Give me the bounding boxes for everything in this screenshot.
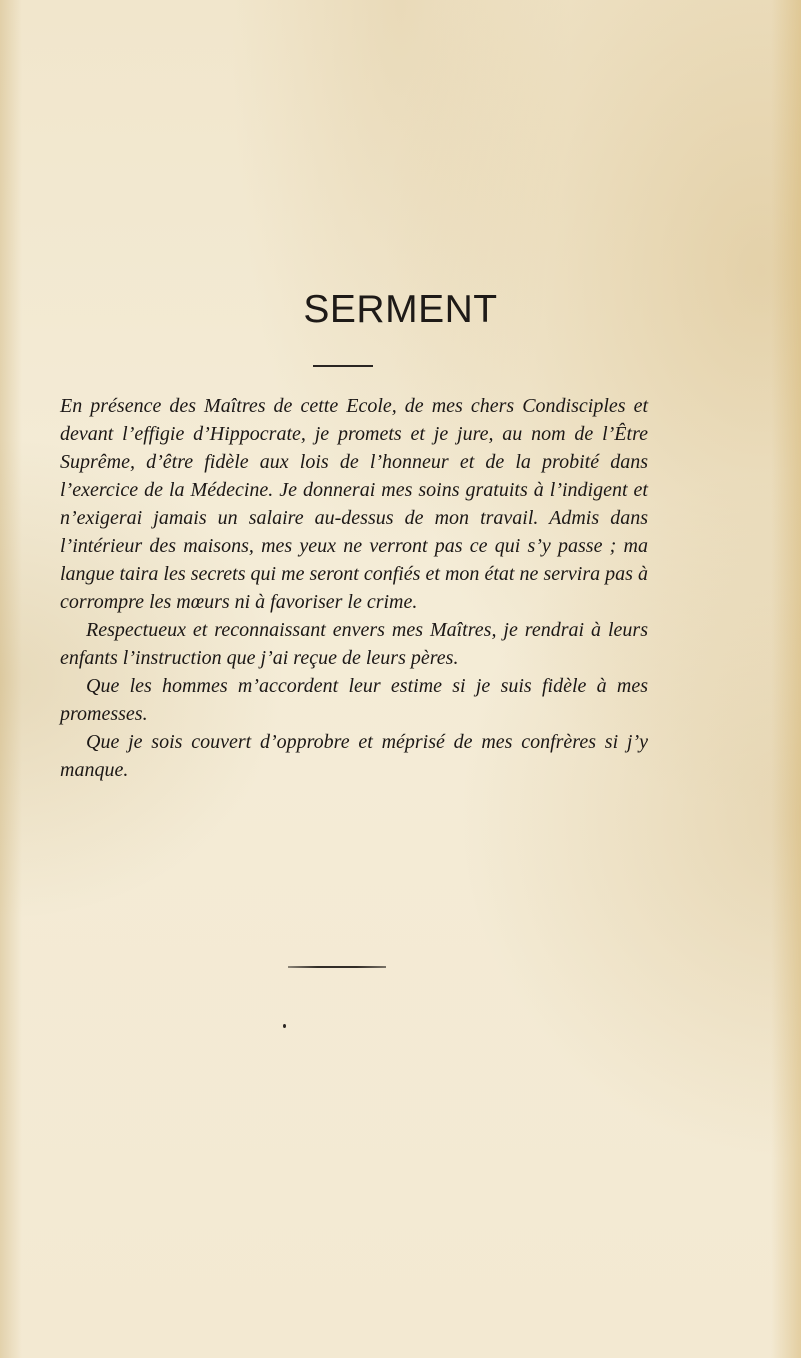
page-edge-shadow-right [771, 0, 801, 1358]
oath-paragraph-2: Respectueux et reconnaissant envers mes Maîtres, je rendrai à leurs enfants l’instruction que j’ai reçue de leurs pères. [60, 619, 648, 669]
page-title: SERMENT [303, 288, 498, 331]
page-edge-shadow-left [0, 0, 22, 1358]
closing-ornament-line [288, 966, 386, 968]
title-rule [313, 365, 373, 367]
oath-paragraph-1: En présence des Maîtres de cette Ecole, de mes chers Condisciples et devant l’effigie d’Hippocrate, je promets et je jure, au nom de l’Être Suprême, d’être fidèle aux lois de l’honneur et de la probité dans l’exercice de la Médecine. Je donnerai mes soins gratuits à l’indigent et n’exigerai jamais un salaire au-dessus de mon travail. Admis dans l’intérieur des maisons, mes yeux ne verront pas ce qui s’y passe ; ma langue taira les secrets qui me seront confiés et mon état ne servira pas à corrompre les mœurs ni à favoriser le crime. [60, 395, 648, 613]
oath-paragraph-3: Que les hommes m’accordent leur estime si je suis fidèle à mes promesses. [60, 675, 648, 725]
oath-paragraph-4: Que je sois couvert d’opprobre et méprisé de mes confrères si j’y manque. [60, 731, 648, 781]
ink-speck [283, 1024, 286, 1028]
oath-text [60, 392, 648, 784]
